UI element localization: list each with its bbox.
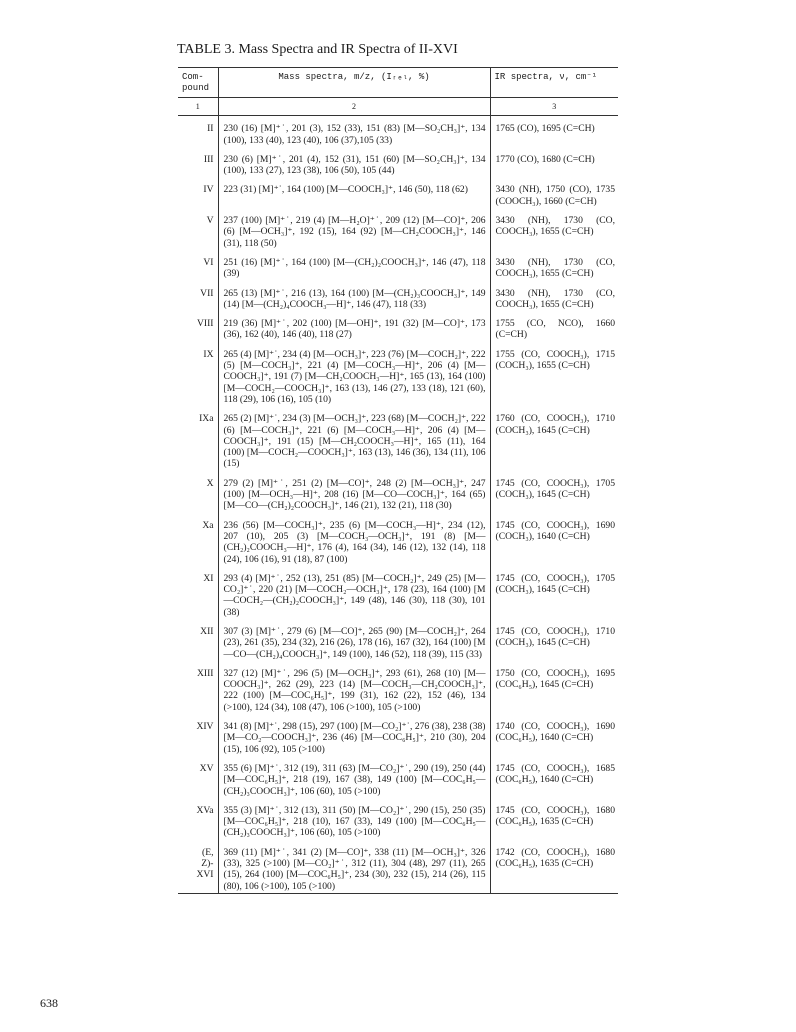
column-number: 1 (178, 98, 218, 116)
mass-spectra-cell: 223 (31) [M]⁺˙, 164 (100) [M—COOCH₃]⁺, 146 (50), 118 (62) (218, 177, 490, 208)
table-row (178, 840, 618, 894)
ir-spectra-cell: 1745 (CO, COOCH₃), 1680 (COC₆H₅), 1635 (C=CH) (495, 804, 615, 828)
ir-spectra-cell: 1760 (CO, COOCH₃), 1710 (COCH₃), 1645 (C=CH) (495, 413, 615, 436)
ir-spectra-cell: 1770 (CO), 1680 (C=CH) (495, 153, 595, 165)
table-row (178, 714, 618, 756)
compound-id: VII (178, 281, 218, 312)
table-row (178, 798, 618, 840)
mass-spectra-cell: 327 (12) [M]⁺˙, 296 (5) [M—OCH₃]⁺, 293 (61), 268 (10) [M—COOCH₃]⁺, 262 (29), 223 (14) [M—COCH₃—CH₂COOCH₃]⁺, 222 (100) [M—COC₆H₅]⁺, 199 (31), 162 (22), 152 (46), 134 (>100), 124 (34), 108 (47), 106 (>100), 105 (>100) (218, 661, 490, 714)
mass-spectra-cell: 355 (3) [M]⁺˙, 312 (13), 311 (50) [M—CO₂]⁺˙, 290 (15), 250 (35) [M—COC₆H₅]⁺, 218 (10), 167 (33), 149 (100) [M—COC₆H₅—(CH₂)₃COOCH₃]⁺, 106 (60), 105 (>100) (218, 798, 490, 840)
table-row (178, 406, 618, 470)
ir-spectra-cell: 3430 (NH), 1730 (CO, COOCH₃), 1655 (C=CH) (495, 256, 615, 280)
compound-id: VI (178, 250, 218, 281)
ir-spectra-cell: 1745 (CO, COOCH₃), 1710 (COCH₃), 1645 (C=CH) (495, 625, 615, 649)
mass-spectra-cell: 355 (6) [M]⁺˙, 312 (19), 311 (63) [M—CO₂]⁺˙, 290 (19), 250 (44) [M—COC₆H₅]⁺, 218 (19), 167 (38), 149 (100) [M—COC₆H₅—(CH₂)₃COOCH₃]⁺, 106 (60), 105 (>100) (218, 756, 490, 798)
ir-spectra-cell: 1765 (CO), 1695 (C=CH) (495, 123, 595, 135)
compound-id: (E, Z)- XVI (178, 840, 218, 894)
compound-id: XVa (178, 798, 218, 840)
ir-spectra-cell: 1755 (CO, COOCH₃), 1715 (COCH₃), 1655 (C=CH) (495, 348, 615, 372)
table-row (178, 177, 618, 208)
table-row (178, 342, 618, 406)
mass-spectra-cell: 265 (4) [M]⁺˙, 234 (4) [M—OCH₃]⁺, 223 (76) [M—COCH₂]⁺, 222 (5) [M—COCH₃]⁺, 221 (4) [M—COCH₃—H]⁺, 206 (4) [M—COOCH₃]⁺, 191 (7) [M—CH₂COOCH₃—H]⁺, 165 (13), 164 (100) [M—COCH₂—COOCH₃]⁺, 163 (13), 146 (27), 133 (18), 121 (60), 118 (29), 106 (16), 105 (10) (218, 342, 490, 406)
ir-spectra-cell: 3430 (NH), 1750 (CO), 1735 (COOCH₃), 1660 (C=CH) (495, 184, 615, 207)
table-row (178, 281, 618, 312)
ir-spectra-cell: 1755 (CO, NCO), 1660 (C=CH) (495, 318, 615, 341)
table-row (178, 619, 618, 661)
ir-spectra-cell: 1740 (CO, COOCH₃), 1690 (COC₆H₅), 1640 (C=CH) (495, 721, 615, 744)
mass-spectra-cell: 293 (4) [M]⁺˙, 252 (13), 251 (85) [M—COCH₂]⁺, 249 (25) [M—CO₂]⁺˙, 220 (21) [M—COCH₂—OCH₃]⁺, 178 (23), 164 (100) [M—COCH₂—(CH₂)₂COOCH₃]⁺, 149 (48), 146 (30), 118 (30), 101 (38) (218, 566, 490, 619)
ir-spectra-cell: 1745 (CO, COOCH₃), 1690 (COCH₃), 1640 (C=CH) (495, 519, 615, 542)
compound-id: VIII (178, 311, 218, 342)
compound-id: XV (178, 756, 218, 798)
mass-spectra-cell: 230 (16) [M]⁺˙, 201 (3), 152 (33), 151 (83) [M—SO₂CH₃]⁺, 134 (100), 133 (40), 123 (40), 106 (37),105 (33) (218, 116, 490, 147)
column-number: 2 (218, 98, 490, 116)
compound-id: XIV (178, 714, 218, 756)
compound-id: III (178, 147, 218, 178)
table-row (178, 661, 618, 714)
table-row (178, 513, 618, 566)
column-number: 3 (490, 98, 618, 116)
compound-id: IX (178, 342, 218, 406)
ir-spectra-cell: 1745 (CO, COOCH₃), 1685 (COC₆H₅), 1640 (C=CH) (495, 762, 615, 786)
compound-id: XIII (178, 661, 218, 714)
ir-spectra-cell: 1742 (CO, COOCH₃), 1680 (COC₆H₅), 1635 (C=CH) (490, 840, 618, 894)
mass-spectra-cell: 279 (2) [M]⁺˙, 251 (2) [M—CO]⁺, 248 (2) [M—OCH₃]⁺, 247 (100) [M—OCH₃—H]⁺, 208 (16) [M—CO—COCH₃]⁺, 164 (65) [M—CO—(CH₂)₂COOCH₃]⁺, 146 (21), 132 (21), 118 (30) (218, 471, 490, 513)
table-body (178, 116, 618, 894)
compound-id: Xa (178, 513, 218, 566)
compound-id: XI (178, 566, 218, 619)
page-number: 638 (40, 996, 58, 1010)
mass-spectra-cell: 236 (56) [M—COCH₃]⁺, 235 (6) [M—COCH₃—H]⁺, 234 (12), 207 (10), 205 (3) [M—COCH₃—OCH₃]⁺, 191 (8) [M—(CH₂)₂COOCH₃—H]⁺, 176 (4), 164 (34), 146 (12), 132 (14), 118 (24), 106 (16), 91 (18), 87 (100) (218, 513, 490, 566)
compound-id: IV (178, 177, 218, 208)
table-row (178, 566, 618, 619)
mass-spectra-cell: 341 (8) [M]⁺˙, 298 (15), 297 (100) [M—CO₂]⁺˙, 276 (38), 238 (38) [M—CO₂—COOCH₃]⁺, 236 (46) [M—COC₆H₅]⁺, 210 (30), 204 (15), 106 (92), 105 (>100) (218, 714, 490, 756)
mass-spectra-cell: 230 (6) [M]⁺˙, 201 (4), 152 (31), 151 (60) [M—SO₂CH₃]⁺, 134 (100), 133 (27), 123 (38), 106 (50), 105 (44) (218, 147, 490, 178)
table-row (178, 250, 618, 281)
table-title: TABLE 3. Mass Spectra and IR Spectra of II-XVI (177, 42, 458, 57)
ir-spectra-cell: 3430 (NH), 1730 (CO, COOCH₃), 1655 (C=CH) (495, 287, 615, 310)
table-row (178, 471, 618, 513)
ir-spectra-cell: 1745 (CO, COOCH₃), 1705 (COCH₃), 1645 (C=CH) (495, 572, 615, 596)
table-row (178, 116, 618, 147)
ir-spectra-cell: 1745 (CO, COOCH₃), 1705 (COCH₃), 1645 (C=CH) (495, 477, 615, 501)
table-row (178, 756, 618, 798)
table-row (178, 311, 618, 342)
mass-spectra-cell: 369 (11) [M]⁺˙, 341 (2) [M—CO]⁺, 338 (11) [M—OCH₃]⁺, 326 (33), 325 (>100) [M—CO₂]⁺˙, 312 (11), 304 (48), 297 (11), 265 (15), 264 (100) [M—COC₆H₅]⁺, 234 (30), 232 (15), 214 (26), 115 (80), 106 (>100), 105 (>100) (218, 840, 490, 894)
table-row (178, 208, 618, 250)
compound-id: IXa (178, 406, 218, 470)
header-ir-spectra: IR spectra, ν, cm⁻¹ (490, 68, 618, 98)
ir-spectra-cell: 3430 (NH), 1730 (CO, COOCH₃), 1655 (C=CH) (495, 215, 615, 238)
mass-spectra-cell: 307 (3) [M]⁺˙, 279 (6) [M—CO]⁺, 265 (90) [M—COCH₂]⁺, 264 (23), 261 (35), 234 (32), 216 (26), 178 (16), 167 (32), 164 (100) [M—CO—(CH₂)₄COOCH₃]⁺, 149 (100), 146 (52), 118 (39), 115 (33) (218, 619, 490, 661)
mass-spectra-cell: 251 (16) [M]⁺˙, 164 (100) [M—(CH₂)₂COOCH₃]⁺, 146 (47), 118 (39) (218, 250, 490, 281)
header-compound: Com- pound (178, 68, 218, 98)
mass-spectra-cell: 265 (2) [M]⁺˙, 234 (3) [M—OCH₃]⁺, 223 (68) [M—COCH₂]⁺, 222 (6) [M—COCH₃]⁺, 221 (6) [M—COCH₃—H]⁺, 206 (4) [M—COOCH₃]⁺, 191 (15) [M—CH₂COOCH₃—H]⁺, 165 (11), 164 (100) [M—COCH₂—COOCH₃]⁺, 163 (13), 146 (36), 134 (11), 106 (15) (218, 406, 490, 470)
spectra-table (178, 67, 618, 894)
compound-id: V (178, 208, 218, 250)
compound-id: II (178, 116, 218, 147)
ir-spectra-cell: 1750 (CO, COOCH₃), 1695 (COC₆H₅), 1645 (C=CH) (495, 667, 615, 691)
mass-spectra-cell: 237 (100) [M]⁺˙, 219 (4) [M—H₂O]⁺˙, 209 (12) [M—CO]⁺, 206 (6) [M—OCH₃]⁺, 192 (15), 164 (92) [M—CH₂COOCH₃]⁺, 146 (31), 118 (50) (218, 208, 490, 250)
header-mass-spectra: Mass spectra, m/z, (Iᵣₑₗ, %) (218, 68, 490, 98)
mass-spectra-cell: 265 (13) [M]⁺˙, 216 (13), 164 (100) [M—(CH₂)₃COOCH₃]⁺, 149 (14) [M—(CH₂)₄COOCH₃—H]⁺, 146 (47), 118 (33) (218, 281, 490, 312)
table-row (178, 147, 618, 178)
mass-spectra-cell: 219 (36) [M]⁺˙, 202 (100) [M—OH]⁺, 191 (32) [M—CO]⁺, 173 (36), 162 (40), 146 (40), 118 (27) (218, 311, 490, 342)
compound-id: X (178, 471, 218, 513)
compound-id: XII (178, 619, 218, 661)
